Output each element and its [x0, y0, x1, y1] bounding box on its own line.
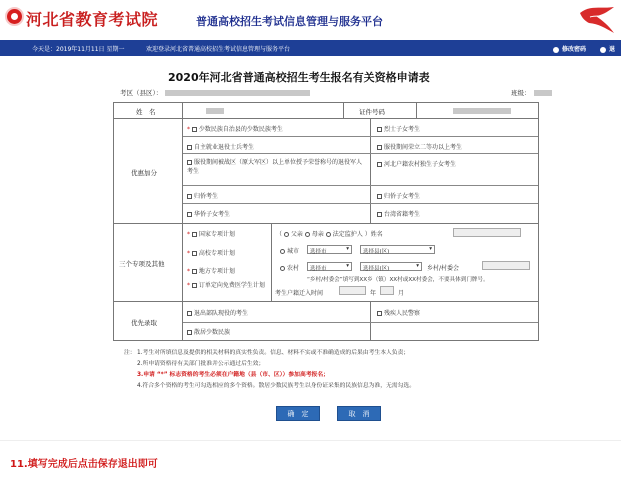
id-label: 证件号码 [359, 108, 385, 116]
priority-label: 优先录取 [131, 319, 157, 327]
bonus-divider-3 [183, 185, 539, 186]
guardian-selection: （ 父亲 母亲 法定监护人 ）姓名 [276, 231, 383, 238]
bonus-option-4[interactable]: 服役期间被战区（原大军区）以上单位授予荣誉称号的退役军人考生 [187, 159, 363, 175]
key-icon [553, 47, 559, 53]
confirm-button[interactable]: 确 定 [276, 406, 320, 421]
name-value-cell [183, 103, 344, 118]
hukou-label: 考生户籍迁入时间 [275, 290, 324, 297]
bonus-divider-2 [183, 153, 539, 154]
brand-title: 河北省教育考试院 [26, 10, 159, 29]
bonus-option-3[interactable]: 服役期间荣立二等功以上考生 [377, 142, 462, 151]
notes-prefix: 注： [124, 350, 136, 356]
guardian-name-label: 姓名 [370, 231, 383, 238]
county-meta [120, 88, 310, 97]
priority-label-cell [114, 302, 183, 341]
village-note: “乡村/村委会”填写到XX乡（镇）XX村或XX村委会，不要具体到门牌号。 [307, 277, 489, 283]
priority-option-2[interactable]: 散居少数民族 [187, 327, 230, 336]
redacted-class [534, 90, 552, 96]
bonus-option-9[interactable]: 台湾省籍考生 [377, 209, 420, 218]
bonus-option-2[interactable]: 自主就业退役士兵考生 [187, 142, 254, 151]
bonus-divider-4 [183, 203, 539, 204]
class-label: 班级： [511, 89, 531, 97]
bonus-option-1[interactable]: 烈士子女考生 [377, 124, 420, 133]
class-meta [511, 88, 552, 97]
name-label: 姓 名 [136, 108, 156, 116]
special-option-2[interactable]: * 地方专项计划 [187, 268, 235, 275]
special-option-1[interactable]: * 高校专项计划 [187, 250, 235, 257]
city-select[interactable]: 选择市 ▾ [307, 245, 352, 254]
name-label-cell [114, 103, 183, 118]
village-city-select[interactable]: 选择市 ▾ [307, 262, 352, 271]
change-password-label: 修改密码 [562, 46, 587, 53]
priority-option-0[interactable]: 退出部队现役的考生 [187, 308, 248, 317]
father-radio[interactable]: 父亲 [284, 231, 303, 238]
mother-radio[interactable]: 母亲 [305, 231, 324, 238]
redacted-county [165, 90, 310, 96]
bonus-row [114, 119, 539, 224]
redacted-id [453, 108, 511, 114]
hukou-month-input[interactable] [380, 286, 394, 295]
site-header [0, 0, 621, 40]
note-line-1: 1.考生对所填信息及提供的相关材料的真实性负责。信息、材料不实或不准确造成的后果由考生本人负责； [137, 350, 410, 356]
date-text: 今天是：2019年11月11日 星期一 [32, 46, 125, 53]
village-county-select[interactable]: 选择县(区) ▾ [360, 262, 422, 271]
cancel-button[interactable]: 取 消 [337, 406, 381, 421]
priority-divider [183, 322, 539, 323]
identity-row [114, 103, 539, 119]
special-label-cell [114, 224, 183, 301]
note-line-2: 2.所申请资格待有关部门批准并公示通过后生效； [137, 361, 265, 367]
id-label-cell [344, 103, 417, 118]
bonus-label: 优惠加分 [131, 169, 157, 177]
guardian-name-input[interactable] [453, 228, 521, 237]
priority-option-1[interactable]: 残疾人民警察 [377, 308, 420, 317]
special-label: 三个专项及其他 [119, 260, 165, 268]
bonus-option-6[interactable]: 归侨考生 [187, 191, 218, 200]
bonus-option-5[interactable]: 河北户籍农村独生子女考生 [377, 159, 456, 168]
city-radio[interactable]: 城市 [280, 246, 299, 255]
platform-title: 普通高校招生考试信息管理与服务平台 [196, 15, 383, 28]
note-line-4: 4.符合多个资格的考生可勾选相应的多个资格。散居少数民族考生以身份证采集的民族信息为准，无需勾选。 [137, 383, 415, 389]
tutorial-caption: 11.填写完成后点击保存退出即可 [10, 459, 158, 470]
change-password-link[interactable] [553, 44, 586, 53]
welcome-message: 欢迎登录河北省普通高校招生考试信息管理与服务平台 [146, 46, 291, 53]
exam-logo-icon [5, 7, 24, 26]
village-input[interactable] [482, 261, 530, 270]
priority-row [114, 302, 539, 341]
form-title: 2020年河北省普通高校招生考生报名有关资格申请表 [168, 71, 430, 84]
bonus-option-7[interactable]: 归侨子女考生 [377, 191, 420, 200]
logout-label: 退 [609, 46, 616, 53]
decorative-bird-icon [578, 5, 616, 35]
bonus-label-cell [114, 119, 183, 223]
top-navigation-bar [0, 40, 621, 56]
bonus-option-0[interactable]: * 少数民族自治县的少数民族考生 [187, 126, 283, 133]
legal-guardian-radio[interactable]: 法定监护人 [326, 231, 363, 238]
county-label: 考区（县区）： [120, 89, 163, 97]
city-county-select[interactable]: 选择县(区) ▾ [360, 245, 435, 254]
bonus-option-8[interactable]: 华侨子女考生 [187, 209, 230, 218]
caption-separator [0, 440, 621, 441]
note-line-3: 3.申请 “*” 标志资格的考生必须在户籍地（县（市、区））参加高考报名； [137, 372, 329, 378]
hukou-year-label: 年 [370, 290, 377, 297]
special-option-3[interactable]: * 订单定向免费医学生计划 [187, 282, 265, 289]
hukou-year-input[interactable] [339, 286, 366, 295]
redacted-name [206, 108, 224, 114]
logout-icon [600, 47, 606, 53]
village-radio[interactable]: 农村 [280, 263, 299, 272]
special-row [114, 224, 539, 302]
application-table [113, 102, 539, 341]
bonus-divider-1 [183, 136, 539, 137]
hukou-month-label: 月 [398, 290, 405, 297]
special-option-0[interactable]: * 国家专项计划 [187, 231, 235, 238]
logout-link[interactable] [600, 44, 615, 53]
village-suffix-label: 乡村/村委会 [427, 265, 460, 272]
